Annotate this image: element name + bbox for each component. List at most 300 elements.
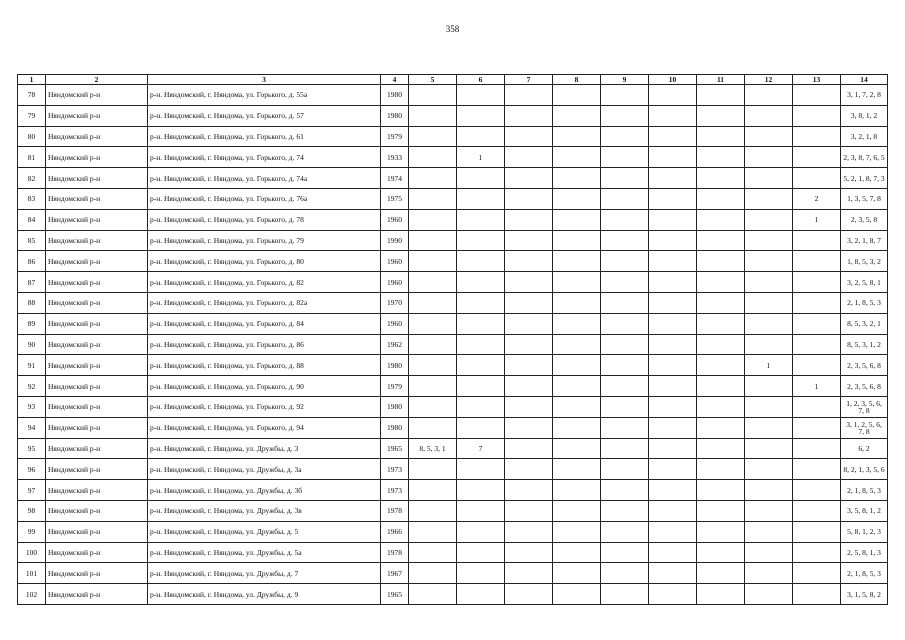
cell-col-9 bbox=[601, 355, 649, 376]
cell-col-5 bbox=[409, 459, 457, 480]
cell-priority-list: 1, 3, 5, 7, 8 bbox=[841, 188, 888, 209]
cell-district: Няндомский р-н bbox=[46, 563, 148, 584]
column-header-6: 6 bbox=[457, 75, 505, 85]
cell-priority-list: 3, 1, 2, 5, 6, 7, 8 bbox=[841, 417, 888, 438]
cell-col-12 bbox=[745, 521, 793, 542]
cell-priority-list: 3, 2, 1, 8 bbox=[841, 126, 888, 147]
cell-col-6 bbox=[457, 313, 505, 334]
table-row bbox=[18, 500, 888, 521]
cell-col-8 bbox=[553, 272, 601, 293]
cell-col-8 bbox=[553, 480, 601, 501]
cell-col-13 bbox=[793, 126, 841, 147]
cell-col-6 bbox=[457, 500, 505, 521]
cell-col-12: 1 bbox=[745, 355, 793, 376]
cell-col-10 bbox=[649, 376, 697, 397]
column-header-4: 4 bbox=[381, 75, 409, 85]
cell-col-7 bbox=[505, 459, 553, 480]
cell-year: 1979 bbox=[381, 126, 409, 147]
cell-row-number: 97 bbox=[18, 480, 46, 501]
cell-col-10 bbox=[649, 230, 697, 251]
cell-col-5 bbox=[409, 542, 457, 563]
cell-year: 1990 bbox=[381, 230, 409, 251]
table-row bbox=[18, 563, 888, 584]
cell-year: 1980 bbox=[381, 396, 409, 417]
cell-col-9 bbox=[601, 272, 649, 293]
cell-col-10 bbox=[649, 168, 697, 189]
cell-address: р-н. Няндомский, г. Няндома, ул. Дружбы, д. 3а bbox=[148, 459, 381, 480]
cell-col-9 bbox=[601, 292, 649, 313]
table-row bbox=[18, 272, 888, 293]
cell-address: р-н. Няндомский, г. Няндома, ул. Дружбы, д. 3 bbox=[148, 438, 381, 459]
cell-col-6 bbox=[457, 417, 505, 438]
cell-col-13: 2 bbox=[793, 188, 841, 209]
cell-col-9 bbox=[601, 438, 649, 459]
cell-row-number: 102 bbox=[18, 584, 46, 605]
cell-priority-list: 2, 3, 5, 6, 8 bbox=[841, 355, 888, 376]
cell-address: р-н. Няндомский, г. Няндома, ул. Дружбы, д. 9 bbox=[148, 584, 381, 605]
cell-col-7 bbox=[505, 126, 553, 147]
column-header-3: 3 bbox=[148, 75, 381, 85]
cell-col-5 bbox=[409, 168, 457, 189]
cell-col-8 bbox=[553, 168, 601, 189]
cell-col-7 bbox=[505, 251, 553, 272]
cell-col-11 bbox=[697, 168, 745, 189]
cell-row-number: 81 bbox=[18, 147, 46, 168]
cell-col-6 bbox=[457, 334, 505, 355]
cell-col-10 bbox=[649, 459, 697, 480]
header-row bbox=[18, 75, 888, 85]
column-header-13: 13 bbox=[793, 75, 841, 85]
cell-col-12 bbox=[745, 584, 793, 605]
cell-col-9 bbox=[601, 396, 649, 417]
cell-col-11 bbox=[697, 396, 745, 417]
cell-col-10 bbox=[649, 126, 697, 147]
cell-col-5 bbox=[409, 105, 457, 126]
cell-col-10 bbox=[649, 313, 697, 334]
cell-district: Няндомский р-н bbox=[46, 438, 148, 459]
cell-col-6 bbox=[457, 168, 505, 189]
cell-year: 1978 bbox=[381, 542, 409, 563]
cell-address: р-н. Няндомский, г. Няндома, ул. Горького, д. 86 bbox=[148, 334, 381, 355]
cell-col-11 bbox=[697, 188, 745, 209]
cell-col-7 bbox=[505, 230, 553, 251]
column-header-9: 9 bbox=[601, 75, 649, 85]
table-row bbox=[18, 313, 888, 334]
cell-col-6 bbox=[457, 521, 505, 542]
column-header-10: 10 bbox=[649, 75, 697, 85]
cell-col-9 bbox=[601, 230, 649, 251]
cell-priority-list: 8, 2, 1, 3, 5, 6 bbox=[841, 459, 888, 480]
cell-col-12 bbox=[745, 147, 793, 168]
cell-col-6 bbox=[457, 209, 505, 230]
cell-col-11 bbox=[697, 563, 745, 584]
cell-year: 1978 bbox=[381, 500, 409, 521]
cell-priority-list: 2, 5, 8, 1, 3 bbox=[841, 542, 888, 563]
table-row bbox=[18, 126, 888, 147]
cell-col-10 bbox=[649, 355, 697, 376]
cell-col-12 bbox=[745, 563, 793, 584]
cell-row-number: 92 bbox=[18, 376, 46, 397]
cell-col-11 bbox=[697, 376, 745, 397]
cell-priority-list: 5, 2, 1, 8, 7, 3 bbox=[841, 168, 888, 189]
cell-col-10 bbox=[649, 147, 697, 168]
cell-col-8 bbox=[553, 521, 601, 542]
cell-district: Няндомский р-н bbox=[46, 251, 148, 272]
cell-col-9 bbox=[601, 105, 649, 126]
cell-col-8 bbox=[553, 188, 601, 209]
cell-col-8 bbox=[553, 209, 601, 230]
cell-col-5 bbox=[409, 313, 457, 334]
cell-col-12 bbox=[745, 168, 793, 189]
cell-row-number: 93 bbox=[18, 396, 46, 417]
cell-address: р-н. Няндомский, г. Няндома, ул. Горького, д. 82 bbox=[148, 272, 381, 293]
cell-address: р-н. Няндомский, г. Няндома, ул. Горького, д. 80 bbox=[148, 251, 381, 272]
cell-col-5 bbox=[409, 147, 457, 168]
table-row bbox=[18, 396, 888, 417]
cell-col-12 bbox=[745, 542, 793, 563]
cell-district: Няндомский р-н bbox=[46, 500, 148, 521]
cell-col-10 bbox=[649, 209, 697, 230]
cell-priority-list: 2, 3, 8, 7, 6, 5 bbox=[841, 147, 888, 168]
cell-col-11 bbox=[697, 230, 745, 251]
cell-address: р-н. Няндомский, г. Няндома, ул. Горького, д. 92 bbox=[148, 396, 381, 417]
cell-col-13 bbox=[793, 230, 841, 251]
cell-col-9 bbox=[601, 417, 649, 438]
cell-col-8 bbox=[553, 334, 601, 355]
cell-col-13 bbox=[793, 85, 841, 106]
cell-col-9 bbox=[601, 459, 649, 480]
cell-row-number: 82 bbox=[18, 168, 46, 189]
cell-row-number: 83 bbox=[18, 188, 46, 209]
cell-col-11 bbox=[697, 459, 745, 480]
cell-address: р-н. Няндомский, г. Няндома, ул. Дружбы, д. 3в bbox=[148, 500, 381, 521]
cell-col-12 bbox=[745, 376, 793, 397]
cell-priority-list: 3, 2, 1, 8, 7 bbox=[841, 230, 888, 251]
cell-col-11 bbox=[697, 500, 745, 521]
cell-priority-list: 1, 8, 5, 3, 2 bbox=[841, 251, 888, 272]
cell-priority-list: 2, 1, 8, 5, 3 bbox=[841, 563, 888, 584]
cell-col-13 bbox=[793, 417, 841, 438]
cell-col-7 bbox=[505, 584, 553, 605]
table-header bbox=[18, 75, 888, 85]
table-row bbox=[18, 251, 888, 272]
cell-col-13 bbox=[793, 563, 841, 584]
cell-priority-list: 8, 5, 3, 1, 2 bbox=[841, 334, 888, 355]
cell-col-8 bbox=[553, 230, 601, 251]
cell-year: 1973 bbox=[381, 459, 409, 480]
cell-col-12 bbox=[745, 459, 793, 480]
cell-col-11 bbox=[697, 209, 745, 230]
cell-col-6 bbox=[457, 188, 505, 209]
cell-col-5 bbox=[409, 188, 457, 209]
cell-col-8 bbox=[553, 355, 601, 376]
cell-col-10 bbox=[649, 396, 697, 417]
cell-col-6 bbox=[457, 355, 505, 376]
cell-col-11 bbox=[697, 521, 745, 542]
cell-col-9 bbox=[601, 209, 649, 230]
column-header-12: 12 bbox=[745, 75, 793, 85]
cell-col-7 bbox=[505, 85, 553, 106]
cell-district: Няндомский р-н bbox=[46, 188, 148, 209]
cell-col-5 bbox=[409, 272, 457, 293]
cell-col-8 bbox=[553, 542, 601, 563]
cell-address: р-н. Няндомский, г. Няндома, ул. Дружбы, д. 5 bbox=[148, 521, 381, 542]
table-row bbox=[18, 480, 888, 501]
cell-col-13 bbox=[793, 438, 841, 459]
cell-col-7 bbox=[505, 480, 553, 501]
cell-col-6 bbox=[457, 459, 505, 480]
cell-col-12 bbox=[745, 188, 793, 209]
cell-col-11 bbox=[697, 417, 745, 438]
column-header-1: 1 bbox=[18, 75, 46, 85]
cell-col-8 bbox=[553, 126, 601, 147]
cell-col-6 bbox=[457, 272, 505, 293]
cell-col-13 bbox=[793, 272, 841, 293]
cell-col-12 bbox=[745, 417, 793, 438]
cell-col-5 bbox=[409, 376, 457, 397]
table-row bbox=[18, 230, 888, 251]
cell-col-5 bbox=[409, 584, 457, 605]
table-row bbox=[18, 209, 888, 230]
cell-col-13 bbox=[793, 147, 841, 168]
cell-year: 1962 bbox=[381, 334, 409, 355]
cell-col-10 bbox=[649, 292, 697, 313]
cell-col-9 bbox=[601, 126, 649, 147]
cell-address: р-н. Няндомский, г. Няндома, ул. Горького, д. 55а bbox=[148, 85, 381, 106]
cell-col-5 bbox=[409, 230, 457, 251]
cell-col-5: 8, 5, 3, 1 bbox=[409, 438, 457, 459]
cell-col-12 bbox=[745, 209, 793, 230]
cell-year: 1970 bbox=[381, 292, 409, 313]
cell-row-number: 94 bbox=[18, 417, 46, 438]
cell-col-12 bbox=[745, 480, 793, 501]
cell-col-11 bbox=[697, 292, 745, 313]
cell-row-number: 78 bbox=[18, 85, 46, 106]
cell-district: Няндомский р-н bbox=[46, 480, 148, 501]
cell-address: р-н. Няндомский, г. Няндома, ул. Горького, д. 82а bbox=[148, 292, 381, 313]
cell-col-7 bbox=[505, 209, 553, 230]
cell-col-11 bbox=[697, 272, 745, 293]
table-row bbox=[18, 188, 888, 209]
cell-year: 1980 bbox=[381, 85, 409, 106]
table-row bbox=[18, 168, 888, 189]
cell-col-6 bbox=[457, 292, 505, 313]
cell-col-5 bbox=[409, 251, 457, 272]
cell-col-6 bbox=[457, 251, 505, 272]
cell-district: Няндомский р-н bbox=[46, 542, 148, 563]
cell-year: 1973 bbox=[381, 480, 409, 501]
cell-col-7 bbox=[505, 542, 553, 563]
cell-col-10 bbox=[649, 438, 697, 459]
cell-district: Няндомский р-н bbox=[46, 168, 148, 189]
cell-address: р-н. Няндомский, г. Няндома, ул. Горького, д. 79 bbox=[148, 230, 381, 251]
cell-priority-list: 1, 2, 3, 5, 6, 7, 8 bbox=[841, 396, 888, 417]
table-row bbox=[18, 542, 888, 563]
cell-col-13: 1 bbox=[793, 376, 841, 397]
cell-col-12 bbox=[745, 272, 793, 293]
cell-col-12 bbox=[745, 334, 793, 355]
cell-col-8 bbox=[553, 292, 601, 313]
cell-year: 1965 bbox=[381, 584, 409, 605]
cell-col-8 bbox=[553, 500, 601, 521]
cell-col-6 bbox=[457, 85, 505, 106]
cell-col-9 bbox=[601, 521, 649, 542]
cell-col-6 bbox=[457, 563, 505, 584]
cell-col-5 bbox=[409, 500, 457, 521]
cell-col-9 bbox=[601, 500, 649, 521]
cell-district: Няндомский р-н bbox=[46, 584, 148, 605]
cell-col-5 bbox=[409, 355, 457, 376]
cell-year: 1980 bbox=[381, 417, 409, 438]
cell-col-6 bbox=[457, 480, 505, 501]
table-row bbox=[18, 417, 888, 438]
cell-col-10 bbox=[649, 500, 697, 521]
cell-col-13 bbox=[793, 542, 841, 563]
cell-col-5 bbox=[409, 563, 457, 584]
cell-col-7 bbox=[505, 355, 553, 376]
column-header-7: 7 bbox=[505, 75, 553, 85]
cell-row-number: 86 bbox=[18, 251, 46, 272]
cell-col-7 bbox=[505, 188, 553, 209]
cell-address: р-н. Няндомский, г. Няндома, ул. Горького, д. 61 bbox=[148, 126, 381, 147]
cell-col-8 bbox=[553, 417, 601, 438]
cell-col-9 bbox=[601, 147, 649, 168]
cell-col-8 bbox=[553, 584, 601, 605]
cell-col-10 bbox=[649, 563, 697, 584]
cell-col-5 bbox=[409, 521, 457, 542]
table-row bbox=[18, 85, 888, 106]
cell-col-10 bbox=[649, 542, 697, 563]
cell-col-9 bbox=[601, 584, 649, 605]
cell-col-12 bbox=[745, 292, 793, 313]
cell-col-8 bbox=[553, 251, 601, 272]
cell-address: р-н. Няндомский, г. Няндома, ул. Горького, д. 94 bbox=[148, 417, 381, 438]
cell-priority-list: 2, 1, 8, 5, 3 bbox=[841, 292, 888, 313]
cell-col-9 bbox=[601, 85, 649, 106]
cell-col-7 bbox=[505, 272, 553, 293]
cell-priority-list: 5, 8, 1, 2, 3 bbox=[841, 521, 888, 542]
cell-col-12 bbox=[745, 105, 793, 126]
housing-registry-table bbox=[17, 74, 888, 605]
cell-address: р-н. Няндомский, г. Няндома, ул. Дружбы, д. 3б bbox=[148, 480, 381, 501]
cell-col-7 bbox=[505, 438, 553, 459]
cell-col-5 bbox=[409, 417, 457, 438]
cell-col-9 bbox=[601, 313, 649, 334]
cell-col-8 bbox=[553, 563, 601, 584]
table-row bbox=[18, 459, 888, 480]
cell-priority-list: 6, 2 bbox=[841, 438, 888, 459]
cell-col-13 bbox=[793, 105, 841, 126]
cell-col-6 bbox=[457, 230, 505, 251]
cell-col-6: 1 bbox=[457, 147, 505, 168]
cell-priority-list: 3, 8, 1, 2 bbox=[841, 105, 888, 126]
cell-col-13 bbox=[793, 459, 841, 480]
cell-address: р-н. Няндомский, г. Няндома, ул. Горького, д. 74а bbox=[148, 168, 381, 189]
cell-col-12 bbox=[745, 126, 793, 147]
cell-col-11 bbox=[697, 584, 745, 605]
cell-year: 1980 bbox=[381, 105, 409, 126]
cell-row-number: 84 bbox=[18, 209, 46, 230]
cell-priority-list: 8, 5, 3, 2, 1 bbox=[841, 313, 888, 334]
cell-row-number: 96 bbox=[18, 459, 46, 480]
cell-col-13 bbox=[793, 480, 841, 501]
cell-row-number: 90 bbox=[18, 334, 46, 355]
cell-col-12 bbox=[745, 85, 793, 106]
table-row bbox=[18, 105, 888, 126]
cell-col-12 bbox=[745, 500, 793, 521]
cell-district: Няндомский р-н bbox=[46, 147, 148, 168]
cell-district: Няндомский р-н bbox=[46, 521, 148, 542]
cell-row-number: 85 bbox=[18, 230, 46, 251]
cell-col-13 bbox=[793, 251, 841, 272]
cell-col-11 bbox=[697, 105, 745, 126]
cell-address: р-н. Няндомский, г. Няндома, ул. Горького, д. 90 bbox=[148, 376, 381, 397]
cell-col-7 bbox=[505, 147, 553, 168]
column-header-11: 11 bbox=[697, 75, 745, 85]
table-body bbox=[18, 85, 888, 605]
cell-priority-list: 3, 1, 7, 2, 8 bbox=[841, 85, 888, 106]
cell-col-10 bbox=[649, 272, 697, 293]
cell-col-7 bbox=[505, 376, 553, 397]
cell-priority-list: 2, 3, 5, 8 bbox=[841, 209, 888, 230]
cell-col-6 bbox=[457, 126, 505, 147]
cell-col-7 bbox=[505, 292, 553, 313]
cell-address: р-н. Няндомский, г. Няндома, ул. Горького, д. 78 bbox=[148, 209, 381, 230]
cell-address: р-н. Няндомский, г. Няндома, ул. Горького, д. 88 bbox=[148, 355, 381, 376]
table-row bbox=[18, 376, 888, 397]
cell-row-number: 99 bbox=[18, 521, 46, 542]
cell-col-8 bbox=[553, 376, 601, 397]
cell-district: Няндомский р-н bbox=[46, 355, 148, 376]
cell-col-13 bbox=[793, 584, 841, 605]
cell-col-9 bbox=[601, 563, 649, 584]
cell-col-10 bbox=[649, 521, 697, 542]
cell-district: Няндомский р-н bbox=[46, 209, 148, 230]
table-row bbox=[18, 147, 888, 168]
cell-col-10 bbox=[649, 334, 697, 355]
cell-address: р-н. Няндомский, г. Няндома, ул. Горького, д. 84 bbox=[148, 313, 381, 334]
cell-address: р-н. Няндомский, г. Няндома, ул. Дружбы, д. 5а bbox=[148, 542, 381, 563]
cell-col-5 bbox=[409, 126, 457, 147]
cell-col-6 bbox=[457, 584, 505, 605]
cell-district: Няндомский р-н bbox=[46, 105, 148, 126]
cell-col-6 bbox=[457, 105, 505, 126]
cell-col-11 bbox=[697, 355, 745, 376]
cell-col-8 bbox=[553, 438, 601, 459]
cell-col-13 bbox=[793, 334, 841, 355]
cell-col-7 bbox=[505, 521, 553, 542]
cell-year: 1960 bbox=[381, 313, 409, 334]
cell-district: Няндомский р-н bbox=[46, 292, 148, 313]
cell-year: 1960 bbox=[381, 272, 409, 293]
cell-col-10 bbox=[649, 480, 697, 501]
cell-col-9 bbox=[601, 334, 649, 355]
cell-col-9 bbox=[601, 542, 649, 563]
table-row bbox=[18, 334, 888, 355]
cell-col-5 bbox=[409, 209, 457, 230]
cell-district: Няндомский р-н bbox=[46, 334, 148, 355]
cell-col-9 bbox=[601, 188, 649, 209]
cell-col-13 bbox=[793, 313, 841, 334]
cell-col-11 bbox=[697, 542, 745, 563]
cell-col-8 bbox=[553, 147, 601, 168]
cell-row-number: 98 bbox=[18, 500, 46, 521]
cell-year: 1960 bbox=[381, 209, 409, 230]
cell-col-13 bbox=[793, 396, 841, 417]
cell-row-number: 89 bbox=[18, 313, 46, 334]
cell-col-7 bbox=[505, 105, 553, 126]
cell-year: 1965 bbox=[381, 438, 409, 459]
